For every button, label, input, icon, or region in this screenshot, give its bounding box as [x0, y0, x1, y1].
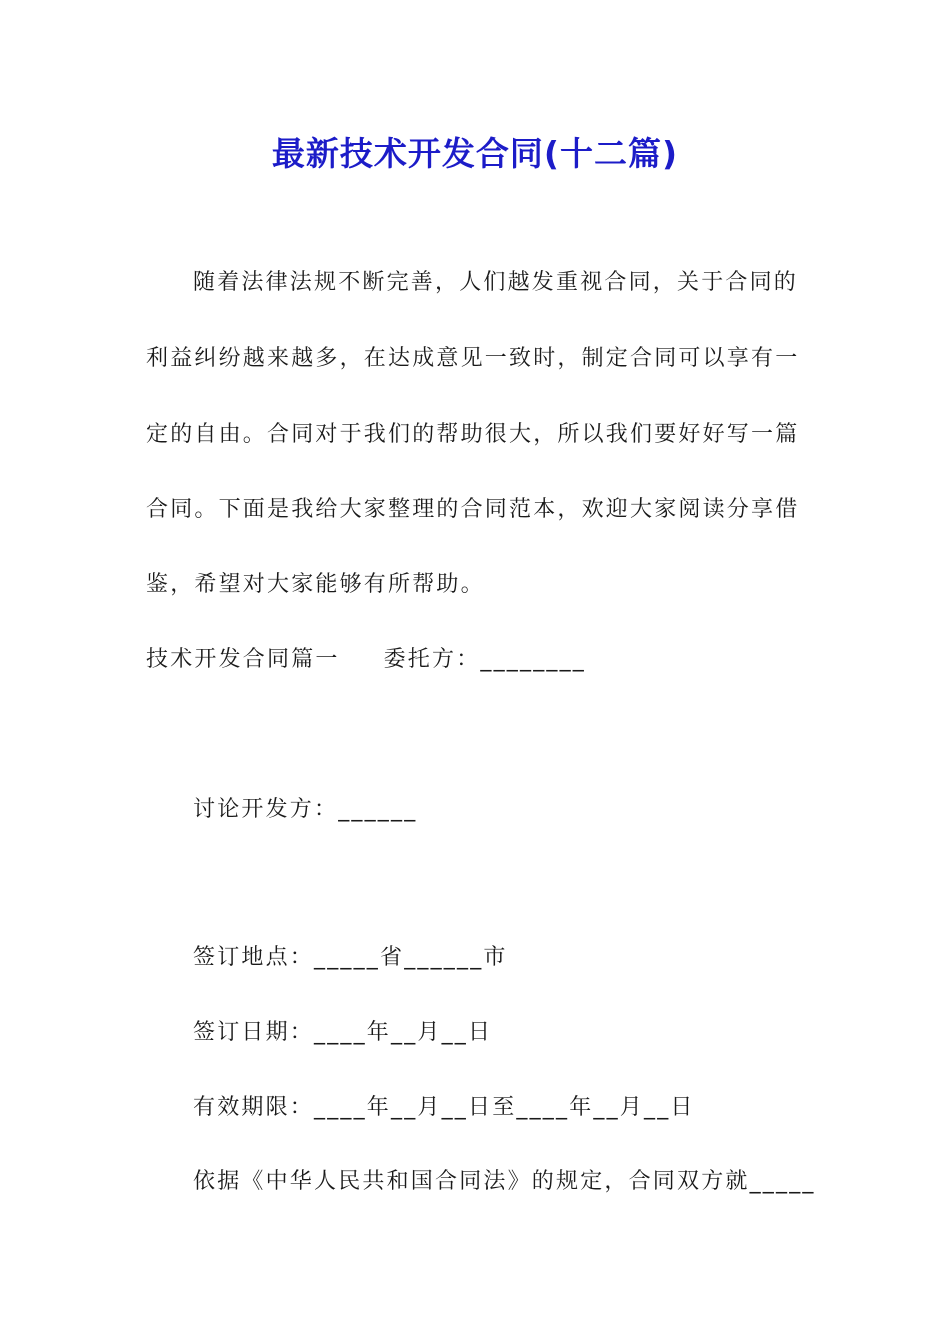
section-heading: 技术开发合同篇一	[146, 647, 340, 672]
intro-line-3: 定的自由。合同对于我们的帮助很大，所以我们要好好写一篇	[146, 422, 800, 447]
document-title: 最新技术开发合同(十二篇)	[271, 134, 679, 173]
sign-date-field: 签订日期：____年__月__日	[193, 1020, 493, 1045]
intro-line-5: 鉴，希望对大家能够有所帮助。	[146, 572, 485, 597]
sign-place-field: 签订地点：_____省______市	[193, 945, 508, 970]
section-heading-row	[146, 645, 586, 675]
validity-field: 有效期限：____年__月__日至____年__月__日	[193, 1095, 695, 1120]
intro-line-2: 利益纠纷越来越多，在达成意见一致时，制定合同可以享有一	[146, 346, 800, 371]
client-field: 委托方：________	[383, 647, 587, 672]
developer-field: 讨论开发方：______	[193, 797, 418, 822]
legal-basis-line: 依据《中华人民共和国合同法》的规定，合同双方就_____	[193, 1169, 816, 1194]
intro-line-1: 随着法律法规不断完善，人们越发重视合同，关于合同的	[193, 270, 799, 295]
intro-line-4: 合同。下面是我给大家整理的合同范本，欢迎大家阅读分享借	[146, 497, 800, 522]
